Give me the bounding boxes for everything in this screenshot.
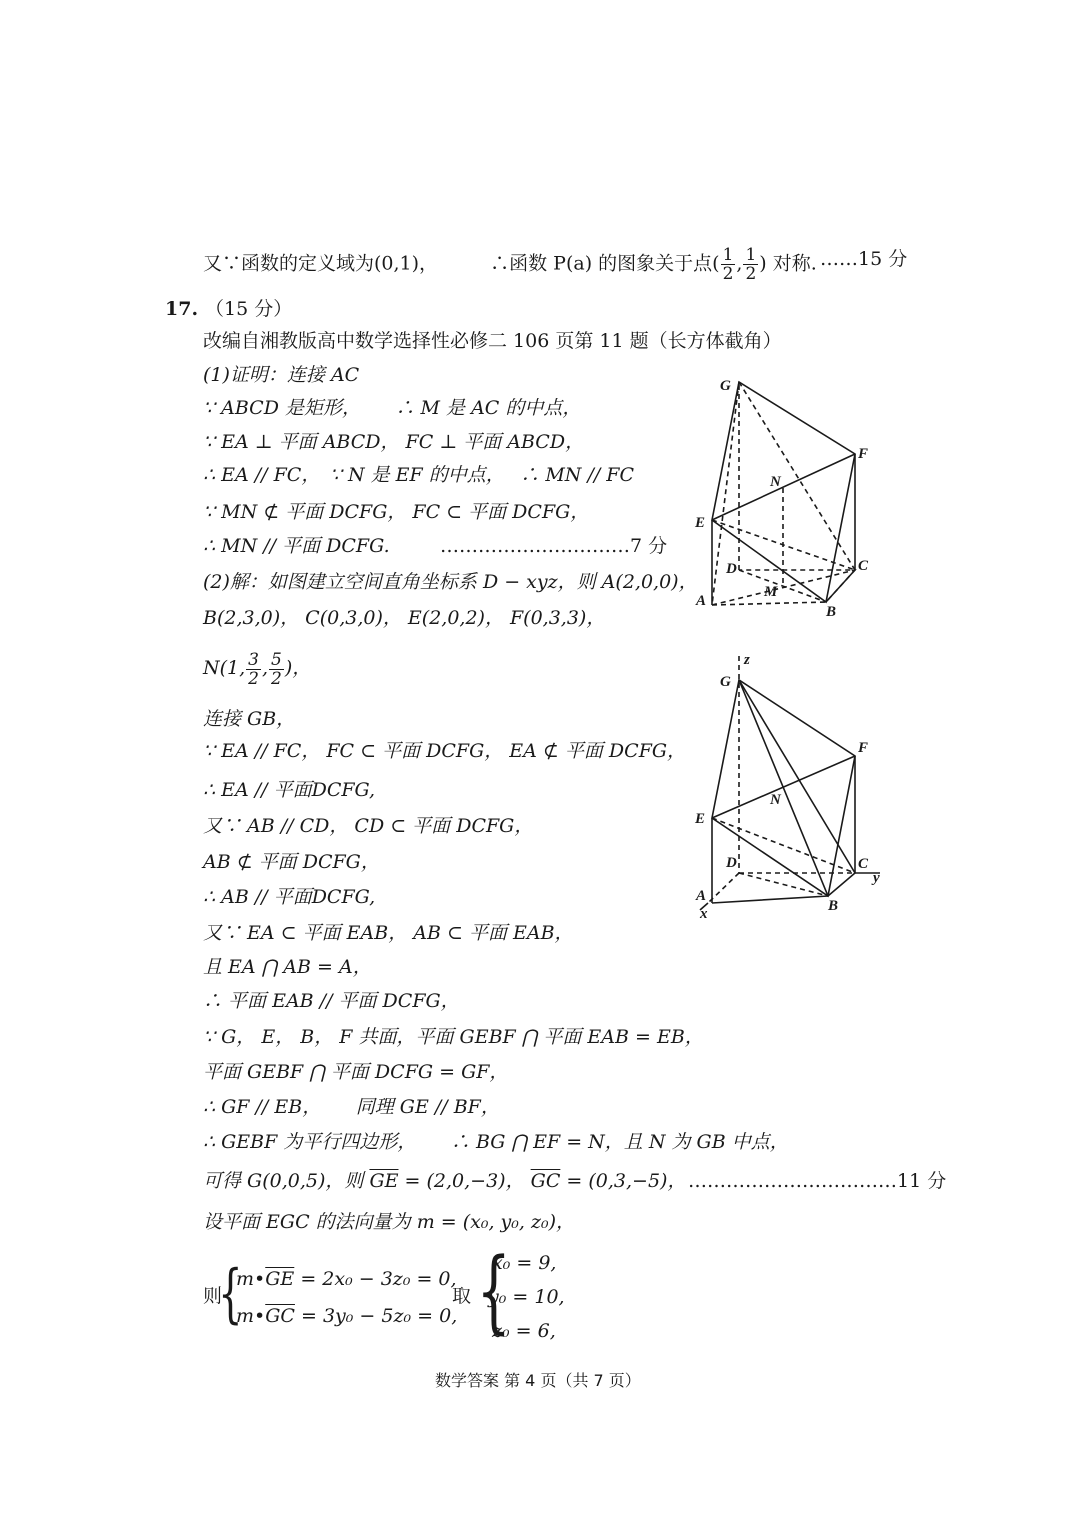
p1-line: ∴ MN // 平面 DCFG.	[203, 535, 390, 557]
p1-score: …………………………7 分	[440, 535, 668, 557]
system-eq-2: $m•\overline{GC} = 3y_0 - 5z_0 = 0$,	[236, 1305, 458, 1327]
g-score: ……………………………11 分	[688, 1170, 947, 1192]
p2-line: AB ⊄ 平面 DCFG，	[203, 851, 380, 873]
normal-line: 设平面 EGC 的法向量为 m = (x₀, y₀, z₀)，	[203, 1211, 576, 1233]
fig1-label-G: G	[720, 378, 731, 394]
prev-line-right: ) 对称.	[759, 252, 817, 275]
fig2-label-z: z	[744, 652, 750, 668]
fig1-label-N: N	[770, 474, 781, 490]
fig2-label-F: F	[858, 740, 869, 756]
fig1-label-D: D	[726, 561, 737, 577]
question-source: 改编自湘教版高中数学选择性必修二 106 页第 11 题（长方体截角）	[203, 330, 782, 352]
fig1-label-C: C	[858, 558, 869, 574]
fig2-label-C: C	[858, 856, 869, 872]
take-z: z₀ = 6,	[492, 1320, 556, 1342]
prev-line-mid: ∴函数 P(a) 的图象关于点(	[490, 252, 720, 275]
fig2-label-E: E	[695, 811, 706, 827]
fig1-label-A: A	[696, 593, 707, 609]
p2-line: 连接 GB，	[203, 708, 296, 730]
p1-line: ∵ ABCD 是矩形， ∴ M 是 AC 的中点，	[203, 397, 582, 419]
fig1-label-F: F	[858, 446, 869, 462]
p1-line: (1)证明：连接 AC	[203, 364, 360, 386]
fraction-1: $\frac{1}{2}$	[722, 245, 734, 284]
p2-line: ∵ G， E， B， F 共面，平面 GEBF ⋂ 平面 EAB = EB，	[203, 1026, 704, 1048]
take-x: x₀ = 9,	[492, 1252, 557, 1274]
vector-ge: $\overline{GE}$	[369, 1170, 399, 1192]
question-number: 17.	[165, 298, 199, 320]
figure-2	[690, 648, 890, 923]
question-points: （15 分）	[205, 298, 293, 320]
p2-line: ∴ 平面 EAB // 平面 DCFG，	[203, 990, 460, 1012]
p2-line: 平面 GEBF ⋂ 平面 DCFG = GF，	[203, 1061, 509, 1083]
take-label: 取	[452, 1285, 472, 1307]
p2-line: ∵ EA // FC， FC ⊂ 平面 DCFG， EA ⊄ 平面 DCFG，	[203, 740, 687, 762]
vector-gc: $\overline{GC}$	[530, 1170, 561, 1192]
p2-line: ∴ GF // EB， 同理 GE // BF，	[203, 1096, 500, 1118]
left-brace: {	[218, 1257, 243, 1331]
take-brace: {	[476, 1239, 511, 1344]
figure-1	[690, 370, 890, 620]
fig2-label-y: y	[873, 870, 880, 886]
fig2-label-A: A	[696, 888, 707, 904]
n-point: N(1, $\frac{3}{2}$ , $\frac{5}{2}$ )，	[203, 649, 312, 689]
p2-line: 且 EA ⋂ AB = A，	[203, 956, 372, 978]
system-eq-1: $m•\overline{GE} = 2x_0 - 3z_0 = 0$,	[236, 1268, 457, 1290]
fig1-label-B: B	[826, 604, 837, 620]
p1-line: ∵ EA ⊥ 平面 ABCD， FC ⊥ 平面 ABCD，	[203, 431, 585, 453]
p2-line: ∴ AB // 平面DCFG,	[203, 886, 376, 908]
system-prefix: 则	[203, 1285, 223, 1307]
p2-line: ∴ GEBF 为平行四边形， ∴ BG ⋂ EF = N，且 N 为 GB 中点，	[203, 1131, 789, 1153]
p2-line: 又∵ AB // CD， CD ⊂ 平面 DCFG，	[203, 815, 534, 837]
p2-intro: (2)解：如图建立空间直角坐标系 D − xyz，则 A(2,0,0)，	[203, 571, 698, 593]
fig2-label-x: x	[700, 906, 708, 922]
p1-line: ∴ EA // FC， ∵ N 是 EF 的中点， ∴ MN // FC	[203, 464, 635, 486]
fig2-label-N: N	[770, 792, 781, 808]
take-y: y₀ = 10,	[488, 1286, 565, 1308]
p2-line: ∴ EA // 平面DCFG,	[203, 779, 376, 801]
fig2-label-D: D	[726, 855, 737, 871]
p1-line: ∵ MN ⊄ 平面 DCFG， FC ⊂ 平面 DCFG，	[203, 501, 590, 523]
prev-line-left: 又∵函数的定义域为(0,1)，	[203, 252, 439, 275]
fig1-label-M: M	[764, 584, 778, 600]
fraction-2: $\frac{1}{2}$	[745, 245, 757, 284]
p2-line: 又∵ EA ⊂ 平面 EAB， AB ⊂ 平面 EAB，	[203, 922, 574, 944]
g-line: 可得 G(0,0,5)，则 $\overline{GE} = (2,0,-3)$， $\overline{GC} = (0,3,-5)$，	[203, 1170, 687, 1192]
p2-coords: B(2,3,0)， C(0,3,0)， E(2,0,2)， F(0,3,3)，	[203, 607, 606, 629]
prev-score: ……15 分	[820, 248, 908, 270]
fig2-label-G: G	[720, 674, 731, 690]
fig1-label-E: E	[695, 515, 706, 531]
prev-line: 又∵函数的定义域为(0,1)， ∴函数 P(a) 的图象关于点( $\frac{1}{2}$ , $\frac{1}{2}$ ) 对称.	[203, 245, 817, 284]
fig2-label-B: B	[828, 898, 839, 914]
page-footer: 数学答案 第 4 页（共 7 页）	[435, 1371, 641, 1390]
